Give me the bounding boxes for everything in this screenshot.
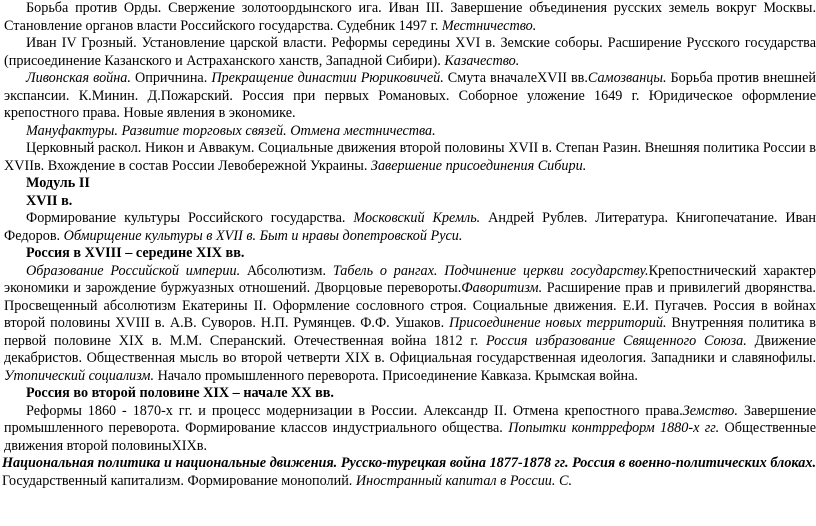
italic-text: Россия избразование Священного Союза. (485, 332, 747, 349)
text: Формирование культуры Российского государства. (26, 210, 354, 226)
paragraph-empire (0, 263, 816, 386)
italic-text: Утопический социализм. (4, 367, 155, 384)
paragraph-national (0, 455, 816, 490)
heading-module: Модуль II (26, 175, 90, 191)
italic-text: Местничество. (441, 17, 537, 34)
paragraph-raskol (0, 140, 816, 175)
text: Иван IV Грозный. Установление царской власти. Реформы середины XVI в. Земские соборы. Расширение Русского государства (присоединение Казанского и Астраханского ханств, Западной Сибири). (4, 35, 816, 69)
paragraph-manufactury (0, 123, 816, 141)
text: Борьба против Орды. Свержение золотоордынского ига. Иван III. Завершение объединения русских земель вокруг Москвы. Становление органов власти Российского государства. Судебник 1497 г. (4, 0, 816, 34)
text: Андрей Рублев. Литература. Книгопечатание. Иван Федоров. (4, 210, 816, 244)
heading-xix: Россия во второй половине XIX – начале XX вв. (26, 385, 334, 401)
italic-text: Табель о рангах. Подчинение церкви государству. (332, 262, 649, 279)
italic-text: Мануфактуры. Развитие торговых связей. Отмена местничества. (26, 122, 436, 139)
text: Завершение промышленного переворота. Формирование классов индустриального общества. (4, 402, 816, 436)
italic-text: Фаворитизм. (461, 280, 543, 296)
italic-text: Земство. (682, 402, 738, 419)
text: Государственный капитализм. Формирование монополий. (2, 472, 356, 489)
italic-text: Прекращение династии Рюриковичей. (211, 70, 444, 86)
italic-text: Попытки контрреформ 1880-х гг. (508, 420, 720, 436)
text: Расширение прав и привилегий дворянства. Просвещенный абсолютизм Екатерины II. Оформление сословного строя. Социальные движения. Е.И. Пугачев. Россия в войнах второй половины XVIII в. А.В. Суворов. Н.П. Румянцев. Ф.Ф. Ушаков. (4, 280, 816, 331)
text: Общественные движения второй половиныXIXв. (4, 420, 816, 454)
text: Смута вначалеXVII вв. (443, 70, 588, 86)
italic-text: Самозванцы. (587, 70, 667, 86)
text: Движение декабристов. Общественная мысль во второй четверти XIX в. Официальная государственная идеология. Западники и славянофилы. (4, 332, 816, 366)
paragraph-orda (0, 0, 816, 35)
italic-text: Присоединение новых территорий. (449, 315, 667, 331)
italic-text: Образование Российской империи. (26, 262, 241, 279)
text: Начало промышленного переворота. Присоединение Кавказа. Крымская война. (154, 367, 638, 384)
heading-century: XVII в. (26, 192, 73, 209)
text: Борьба против внешней экспансии. К.Минин. Д.Пожарский. Россия при первых Романовых. Соборное уложение 1649 г. Юридическое оформление крепостного права. Новые явления в экономике. (4, 70, 816, 121)
paragraph-ivan-iv (0, 35, 816, 70)
italic-text: Завершение присоединения Сибири. (370, 157, 587, 174)
text: Абсолютизм. (240, 262, 333, 279)
bold-italic-text: Национальная политика и национальные движения. Русско-турецкая война 1877-1878 гг. Россия в военно-политических блоках. (2, 455, 816, 471)
text: Внутренняя политика в первой половине XIX в. М.М. Сперанский. Отечественная война 1812 г. (4, 315, 816, 349)
italic-text: Московский Кремль. (353, 210, 481, 226)
italic-text: Иностранный капитал в России. С. (355, 472, 572, 489)
paragraph-reforms (0, 403, 816, 456)
text: Реформы 1860 - 1870-х гг. и процесс модернизации в России. Александр II. Отмена крепостного права. (26, 402, 683, 419)
paragraph-culture (0, 210, 816, 245)
italic-text: Ливонская война. (26, 70, 131, 86)
text: Церковный раскол. Никон и Аввакум. Социальные движения второй половины XVII в. Степан Разин. Внешняя политика России в XVIIв. Вхождение в состав России Левобережной Украины. (4, 140, 816, 174)
italic-text: Казачество. (444, 52, 520, 69)
heading-xviii: Россия в XVIII – середине XIX вв. (26, 245, 245, 261)
text: Опричнина. (130, 70, 212, 86)
text: Крепостнический характер экономики и зарождение буржуазных отношений. Дворцовые перевороты. (4, 262, 816, 296)
paragraph-smuta (0, 70, 816, 123)
italic-text: Обмирщение культуры в XVII в. Быт и нравы допетровской Руси. (63, 227, 463, 244)
